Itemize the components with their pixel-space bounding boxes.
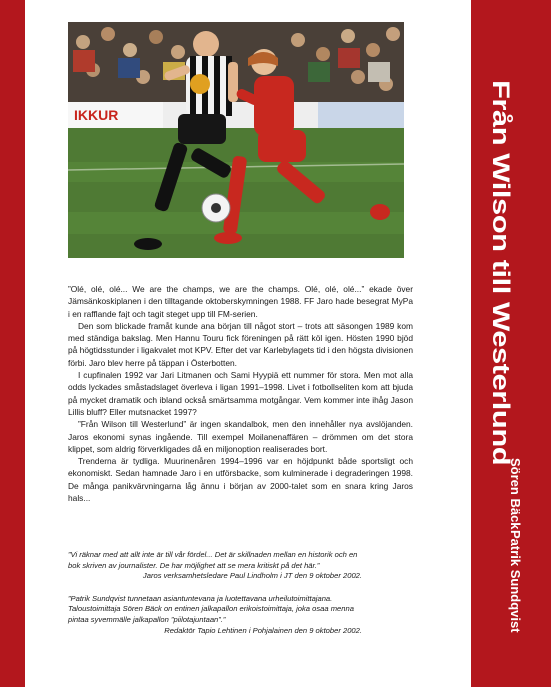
review-quotes [68, 550, 368, 648]
quote-source: Redaktör Tapio Lehtinen i Pohjalainen den 9 oktober 2002. [164, 625, 362, 635]
left-red-strip [0, 0, 25, 687]
review-quote [68, 594, 368, 636]
quote-text: ”Vi räknar med att allt inte är till vår fördel... Det är skillnaden mellan en historik och en bok skriven av journalister. De har möjlighet att se mera kritiskt på det här.” [68, 550, 358, 570]
football-players-photo [68, 22, 404, 258]
blurb-paragraph: ”Olé, olé, olé... We are the champs, we are the champs. Olé, olé, olé...” ekade över Jämsänkoskiplanen i den tilltagande oktoberskymningen 1988. FF Jaro hade besegrat MyPa i en rafflande fajt och tagit steget upp till FM-serien. [68, 284, 413, 319]
author-name: Patrik Sundqvist [508, 529, 523, 633]
blurb-paragraph: Den som blickade framåt kunde ana början till något stort – trots att säsongen 1989 kom med ständiga bakslag. Men Hannu Touru fick föreningen på rätt köl igen. Hösten 1990 bjöd på högtidsstunder i ligakvalet mot KPV. Efter det var Karlebylagets tid i den högsta divisionen förbi. Jaro blev herre på täppan i Österbotten. [68, 320, 413, 368]
spine-authors [507, 458, 523, 632]
cover-photo [68, 22, 404, 258]
back-cover-blurb [68, 283, 413, 504]
quote-text: ”Patrik Sundqvist tunnetaan asiantuntevana ja luotettavana urheilutoimittajana. Taloustoimittaja Sören Bäck on entinen jalkapallon erikoistoimittaja, joka osaa menna pintaa syvemmälle jalkapallon ”piilotajuntaan”.” [68, 593, 354, 624]
ad-board-text: IKKUR [74, 107, 119, 123]
quote-source: Jaros verksamhetsledare Paul Lindholm i JT den 9 oktober 2002. [142, 571, 362, 581]
review-quote [68, 550, 368, 582]
blurb-paragraph: Trenderna är tydliga. Muurinenåren 1994–1996 var en höjdpunkt både sportsligt och ekonomiskt. Sedan hamnade Jaro i en utförsbacke, som kulminerade i degraderingen 1998. De många panikvärvningarna låg ännu i början av 2000-talet som en snara kring Jaros hals... [68, 456, 413, 504]
spine-title: Från Wilson till Westerlund [487, 80, 516, 466]
blurb-paragraph: I cupfinalen 1992 var Jari Litmanen och Sami Hyypiä ett nummer för stora. Men mot alla odds lyckades småstadslaget överleva i ligan 1991–1998. Livet i fotbollseliten kom att bjuda på mycket dramatik och ibland också smärtsamma motgångar. Vem kommer inte ihåg Jason Lillis bluff? Eller mutsnacket 1997? [68, 370, 413, 417]
author-name: Sören Bäck [508, 458, 523, 530]
blurb-paragraph: ”Från Wilson till Westerlund” är ingen skandalbok, men den innehåller nya avslöjanden. Jaros ekonomi synas ingående. Till exempel Moilanenaffären – drömmen om det stora klippet, som aldrig förverkligades då en miljonoption realiserades bort. [68, 419, 413, 454]
